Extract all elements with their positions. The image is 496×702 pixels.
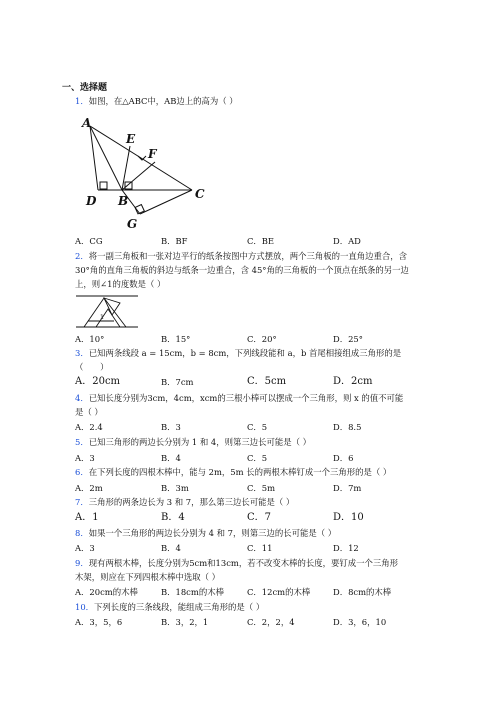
option-d[interactable]: D．3，6，10 xyxy=(333,617,387,627)
option-d[interactable]: D．7m xyxy=(333,483,362,493)
option-b[interactable]: B．7cm xyxy=(161,377,194,387)
question-number: 9． xyxy=(75,558,89,568)
triangle-figure-q1 xyxy=(80,116,220,232)
question-3-line-2: （ ） xyxy=(75,362,109,372)
option-c[interactable]: C．5 xyxy=(247,453,268,463)
option-d[interactable]: D．10 xyxy=(333,512,364,523)
question-text: 如图，在△ABC中，AB边上的高为（ ） xyxy=(88,96,238,106)
option-a[interactable]: A．3，5，6 xyxy=(75,617,123,627)
option-a[interactable]: A．10° xyxy=(75,334,105,344)
question-5: 5．已知三角形的两边长分别为 1 和 4，则第三边长可能是（ ） xyxy=(75,437,312,447)
option-c[interactable]: C．7 xyxy=(247,512,272,523)
option-b[interactable]: B．3，2，1 xyxy=(161,617,209,627)
angle-1-label: 1 xyxy=(100,314,104,321)
question-8: 8．如果一个三角形的两边长分别为 4 和 7，则第三边的长可能是（ ） xyxy=(75,528,337,538)
question-3-line-1: 3．已知两条线段 a = 15cm，b = 8cm，下列线段能和 a，b 首尾相接组成三角形的是 xyxy=(75,348,402,358)
option-c[interactable]: C．12cm的木棒 xyxy=(247,587,311,597)
label-B: B xyxy=(118,194,129,208)
question-number: 4． xyxy=(75,393,89,403)
question-number: 8． xyxy=(75,528,89,538)
option-d[interactable]: D．AD xyxy=(333,236,361,246)
label-G: G xyxy=(127,217,138,231)
section-title: 一、选择题 xyxy=(62,83,108,93)
option-c[interactable]: C．5m xyxy=(247,483,276,493)
option-c[interactable]: C．11 xyxy=(247,543,273,553)
option-d[interactable]: D．8cm的木棒 xyxy=(333,587,392,597)
question-2-line-3: 上，则∠1的度数是（ ） xyxy=(75,279,166,289)
option-a[interactable]: A．2.4 xyxy=(75,422,103,432)
question-number: 1． xyxy=(75,96,89,106)
question-4-line-2: 是（ ） xyxy=(75,407,103,417)
question-2-line-2: 30°角的直角三角板的斜边与纸条一边重合，含 45°角的三角板的一个顶点在纸条的另一边 xyxy=(75,265,409,275)
question-9-line-1: 9．现有两根木棒，长度分别为5cm和13cm，若不改变木棒的长度，要钉成一个三角形 xyxy=(75,558,398,568)
option-a[interactable]: A．3 xyxy=(75,453,95,463)
option-d[interactable]: D．2cm xyxy=(333,376,373,387)
option-a[interactable]: A．20cm xyxy=(75,376,121,387)
option-c[interactable]: C．BE xyxy=(247,236,275,246)
question-number: 7． xyxy=(75,497,89,507)
option-c[interactable]: C．20° xyxy=(247,334,277,344)
question-number: 3． xyxy=(75,348,89,358)
option-b[interactable]: B．3m xyxy=(161,483,189,493)
option-a[interactable]: A．1 xyxy=(75,512,99,523)
option-d[interactable]: D．8.5 xyxy=(333,422,362,432)
label-D: D xyxy=(86,194,97,208)
question-7: 7．三角形的两条边长为 3 和 7，那么第三边长可能是（ ） xyxy=(75,497,295,507)
label-A: A xyxy=(82,116,92,130)
option-b[interactable]: B．18cm的木棒 xyxy=(161,587,224,597)
option-c[interactable]: C．5 xyxy=(247,422,268,432)
option-b[interactable]: B．4 xyxy=(161,543,181,553)
question-number: 2． xyxy=(75,251,89,261)
option-d[interactable]: D．6 xyxy=(333,453,354,463)
set-square-figure-q2 xyxy=(74,293,140,331)
question-number: 5． xyxy=(75,437,89,447)
option-a[interactable]: A．CG xyxy=(75,236,103,246)
option-b[interactable]: B．3 xyxy=(161,422,181,432)
option-b[interactable]: B．15° xyxy=(161,334,191,344)
question-2-line-1: 2．将一副三角板和一张对边平行的纸条按图中方式摆放，两个三角板的一直角边重合，含 xyxy=(75,251,407,261)
label-F: F xyxy=(148,147,157,161)
question-6: 6．在下列长度的四根木棒中，能与 2m，5m 长的两根木棒钉成一个三角形的是（ ） xyxy=(75,467,392,477)
option-a[interactable]: A．2m xyxy=(75,483,103,493)
option-c[interactable]: C．2，2，4 xyxy=(247,617,295,627)
option-b[interactable]: B．4 xyxy=(161,453,181,463)
label-C: C xyxy=(195,187,205,201)
option-d[interactable]: D．12 xyxy=(333,543,359,553)
question-1 xyxy=(75,96,238,107)
option-d[interactable]: D．25° xyxy=(333,334,363,344)
question-9-line-2: 木架，则应在下列四根木棒中选取（ ） xyxy=(75,572,221,582)
option-b[interactable]: B．4 xyxy=(161,512,185,523)
option-c[interactable]: C．5cm xyxy=(247,376,287,387)
question-4-line-1: 4．已知长度分别为3cm，4cm，xcm的三根小棒可以摆成一个三角形，则 x 的值不可能 xyxy=(75,393,404,403)
question-number: 10． xyxy=(75,602,95,612)
option-b[interactable]: B．BF xyxy=(161,236,188,246)
question-number: 6． xyxy=(75,467,89,477)
option-a[interactable]: A．20cm的木棒 xyxy=(75,587,138,597)
option-a[interactable]: A．3 xyxy=(75,543,95,553)
label-E: E xyxy=(126,132,136,146)
question-10: 10．下列长度的三条线段，能组成三角形的是（ ） xyxy=(75,602,265,612)
